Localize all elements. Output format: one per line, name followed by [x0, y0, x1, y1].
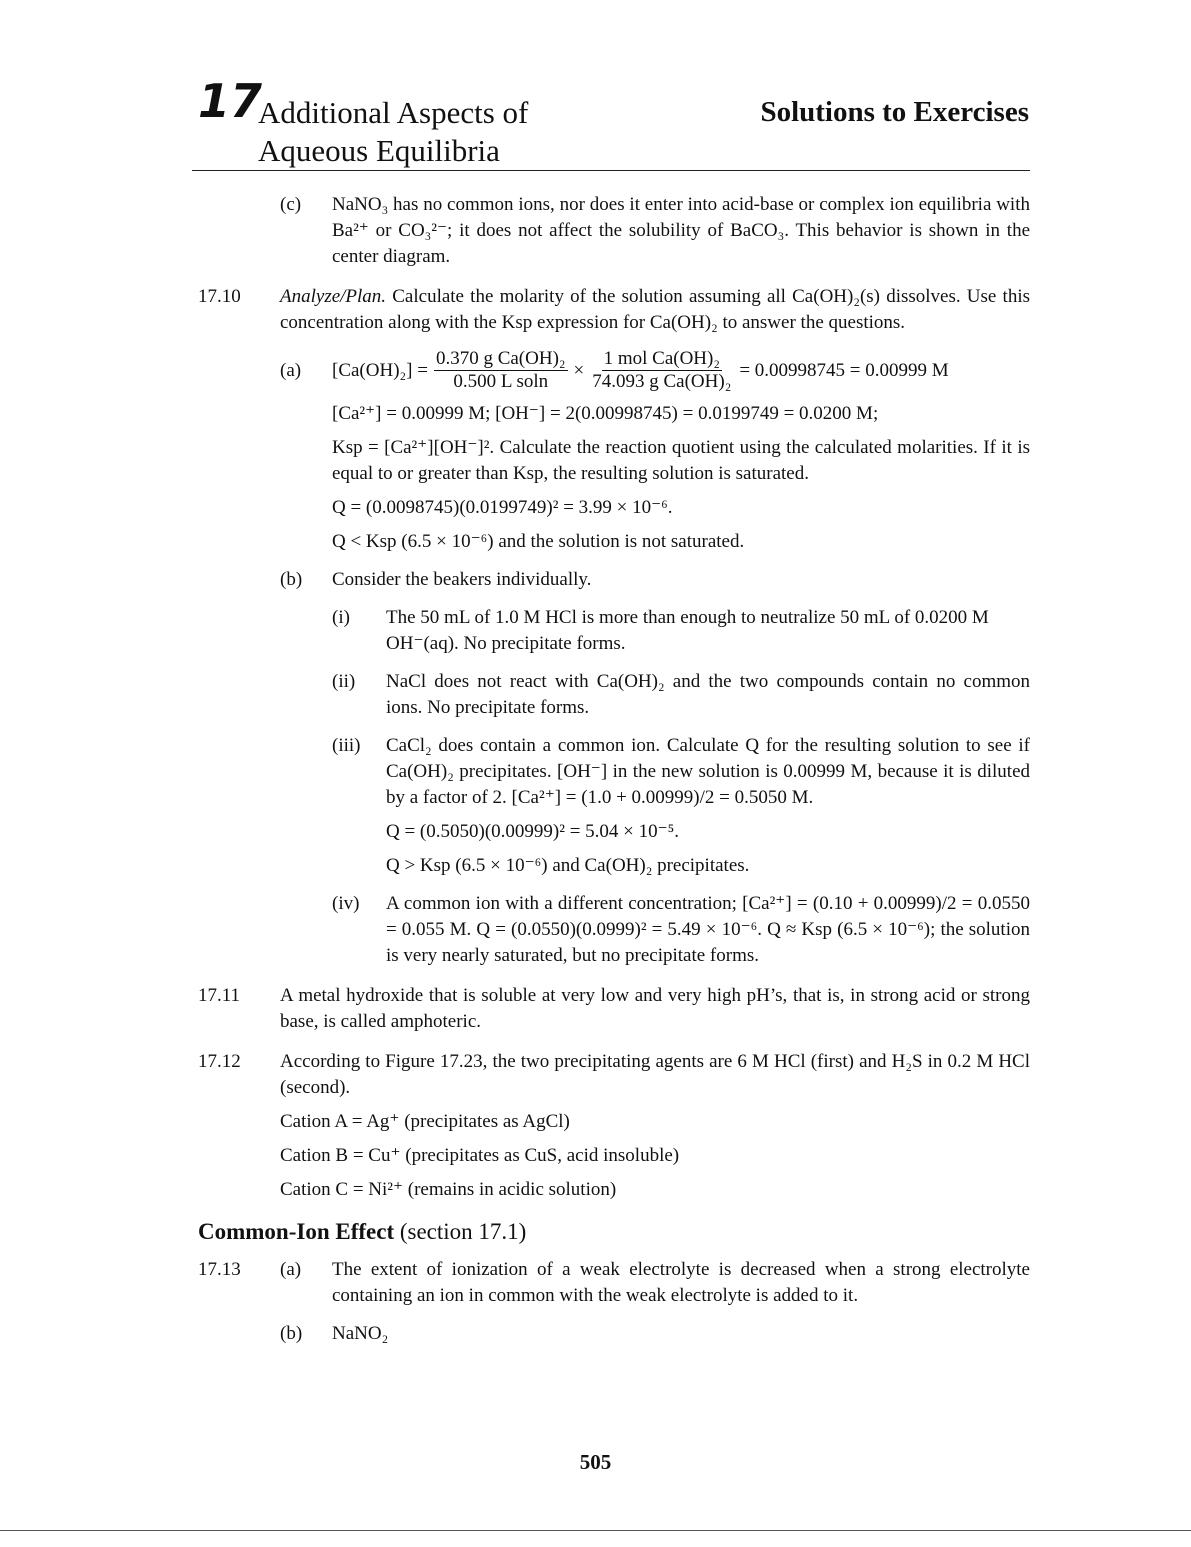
- molarity-equation: [332, 348, 1030, 393]
- q-line: Q = (0.5050)(0.00999)² = 5.04 × 10⁻⁵.: [386, 821, 680, 842]
- sub-text: NaCl does not react with Ca(OH)₂ and the two compounds contain no common ions. No precipitate forms.: [386, 671, 1030, 718]
- part-text: NaNO₂: [332, 1323, 389, 1344]
- sub-text: The 50 mL of 1.0 M HCl is more than enough to neutralize 50 mL of 0.0200 M OH⁻(aq). No precipitate forms.: [386, 607, 989, 654]
- beaker-iii: [332, 733, 1030, 879]
- bottom-rule: [0, 1530, 1191, 1531]
- sub-label: (i): [332, 607, 350, 628]
- intro-italic: Analyze/Plan.: [280, 286, 387, 307]
- sub-label: (iii): [332, 735, 361, 756]
- part-b: [280, 1321, 1030, 1347]
- part-a: [280, 1257, 1030, 1309]
- chapter-title-line1: Additional Aspects of: [258, 95, 529, 130]
- exercise-17-12: [198, 1049, 1030, 1203]
- exercise-number: 17.13: [198, 1259, 241, 1280]
- numerator: 1 mol Ca(OH)₂: [603, 348, 720, 369]
- exercise-17-11: [198, 983, 1030, 1035]
- beaker-iv: [332, 891, 1030, 969]
- numerator: 0.370 g Ca(OH)₂: [435, 348, 566, 369]
- concentration-line: [Ca²⁺] = 0.00999 M; [OH⁻] = 2(0.00998745) = 0.0199749 = 0.0200 M;: [332, 403, 879, 424]
- page-number: 505: [579, 1450, 612, 1474]
- exercise-17-13: [198, 1257, 1030, 1347]
- fraction-2: [590, 348, 733, 393]
- exercise-17-10: [198, 284, 1030, 969]
- cation-b-line: Cation B = Cu⁺ (precipitates as CuS, acid insoluble): [280, 1145, 680, 1166]
- cation-a-line: Cation A = Ag⁺ (precipitates as AgCl): [280, 1111, 570, 1132]
- exercise-text: According to Figure 17.23, the two precipitating agents are 6 M HCl (first) and H₂S in 0.2 M HCl (second).: [280, 1051, 1030, 1098]
- part-b: [280, 567, 1030, 969]
- part-label: (a): [280, 360, 302, 381]
- section-title: Common-Ion Effect: [198, 1219, 395, 1244]
- page-body: [198, 192, 1030, 1361]
- part-c: [280, 192, 1030, 270]
- conclusion-line: Q > Ksp (6.5 × 10⁻⁶) and Ca(OH)₂ precipitates.: [386, 855, 750, 876]
- section-heading: [198, 1219, 1030, 1245]
- part-label: (b): [280, 569, 303, 590]
- part-a: [280, 348, 1030, 555]
- part-label: (a): [280, 1259, 302, 1280]
- exercise-text: A metal hydroxide that is soluble at very low and very high pH’s, that is, in strong acid or strong base, is called amphoteric.: [280, 985, 1030, 1032]
- exercise-number: 17.10: [198, 286, 241, 307]
- part-intro: Consider the beakers individually.: [332, 569, 592, 590]
- fraction-1: [434, 348, 568, 393]
- section-subtitle: (section 17.1): [394, 1219, 527, 1244]
- part-label: (c): [280, 194, 302, 215]
- sub-text: A common ion with a different concentration; [Ca²⁺] = (0.10 + 0.00999)/2 = 0.0550 = 0.055 M. Q = (0.0550)(0.0999)² = 5.49 × 10⁻⁶. Q ≈ Ksp (6.5 × 10⁻⁶); the solution is very nearly saturated, but no precipitate forms.: [386, 893, 1030, 966]
- intro-text: Calculate the molarity of the solution assuming all Ca(OH)₂(s) dissolves. Use this concentration along with the Ksp expression for Ca(OH)₂ to answer the questions.: [280, 286, 1030, 333]
- times-sign: ×: [573, 359, 585, 381]
- sub-label: (ii): [332, 671, 356, 692]
- exercise-intro: [280, 284, 1030, 336]
- part-text: NaNO₃ has no common ions, nor does it enter into acid-base or complex ion equilibria with Ba²⁺ or CO₃²⁻; it does not affect the solubility of BaCO₃. This behavior is shown in the center diagram.: [332, 194, 1030, 267]
- denominator: 0.500 L soln: [453, 371, 549, 392]
- exercise-17-9-continued: [198, 192, 1030, 270]
- chapter-title-line2: Aqueous Equilibria: [258, 133, 500, 168]
- part-label: (b): [280, 1323, 303, 1344]
- exercise-number: 17.11: [198, 985, 241, 1006]
- conclusion-line: Q < Ksp (6.5 × 10⁻⁶) and the solution is not saturated.: [332, 531, 745, 552]
- eq-rhs: = 0.00998745 = 0.00999 M: [739, 359, 949, 381]
- section-header-title: Solutions to Exercises: [760, 96, 1029, 128]
- ksp-line: Ksp = [Ca²⁺][OH⁻]². Calculate the reaction quotient using the calculated molarities. If it is equal to or greater than Ksp, the resulting solution is saturated.: [332, 437, 1030, 484]
- chapter-number: 17: [198, 74, 263, 128]
- part-text: The extent of ionization of a weak electrolyte is decreased when a strong electrolyte containing an ion in common with the weak electrolyte is added to it.: [332, 1259, 1030, 1306]
- beaker-ii: [332, 669, 1030, 721]
- sub-label: (iv): [332, 893, 360, 914]
- chapter-title: [258, 94, 528, 170]
- exercise-number: 17.12: [198, 1051, 241, 1072]
- q-line: Q = (0.0098745)(0.0199749)² = 3.99 × 10⁻⁶.: [332, 497, 673, 518]
- beaker-i: [332, 605, 1030, 657]
- eq-lhs: [Ca(OH)₂] =: [332, 359, 428, 381]
- cation-c-line: Cation C = Ni²⁺ (remains in acidic solution): [280, 1179, 617, 1200]
- denominator: 74.093 g Ca(OH)₂: [592, 371, 732, 392]
- sub-text: CaCl₂ does contain a common ion. Calculate Q for the resulting solution to see if Ca(OH)₂ precipitates. [OH⁻] in the new solution is 0.00999 M, because it is diluted by a factor of 2. [Ca²⁺] = (1.0 + 0.00999)/2 = 0.5050 M.: [386, 735, 1030, 808]
- header-rule: [192, 170, 1030, 171]
